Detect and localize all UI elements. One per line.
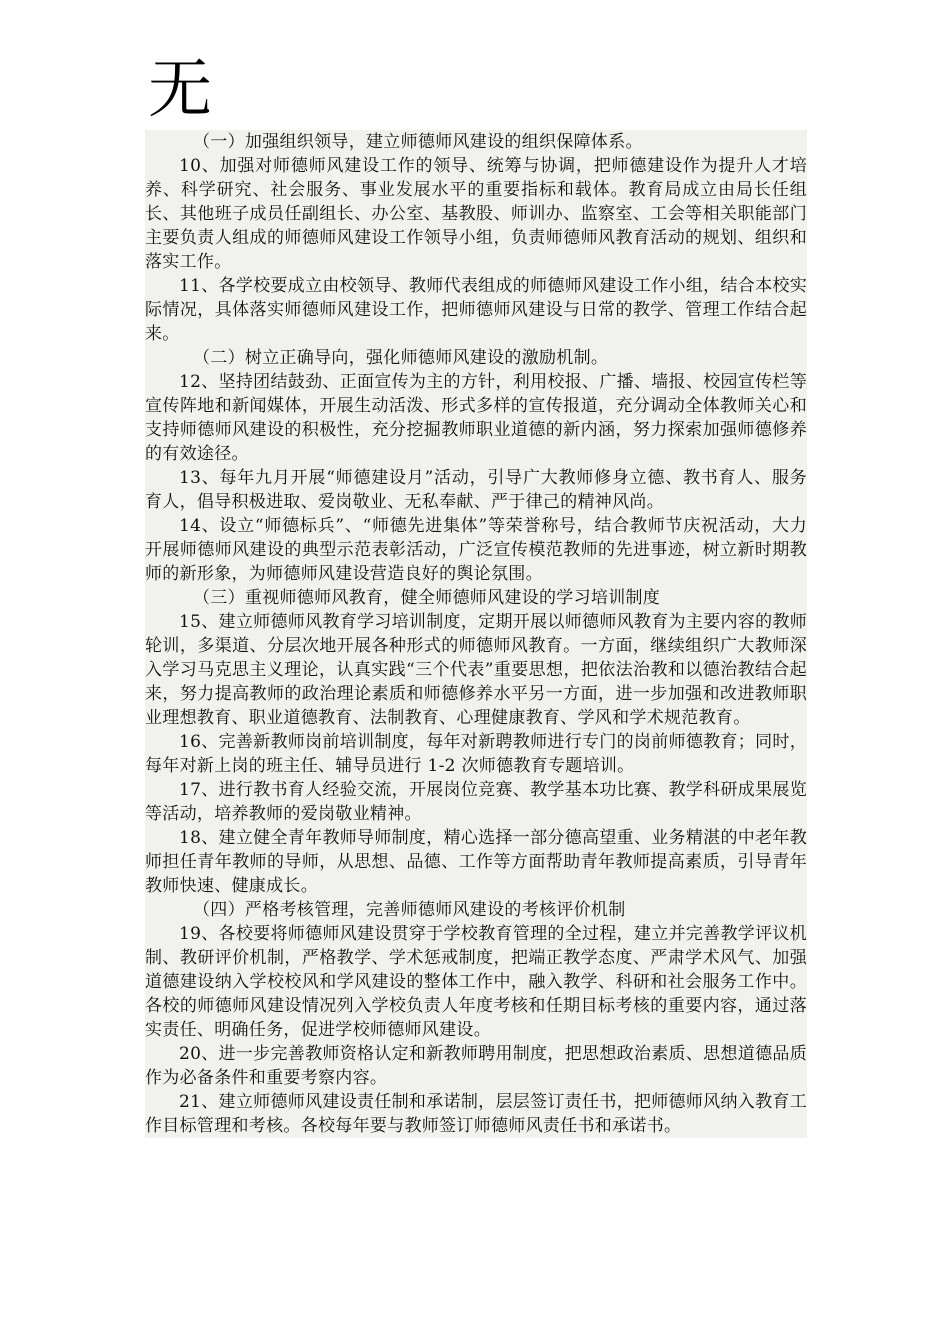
paragraph-14: 14、设立“师德标兵”、“师德先进集体”等荣誉称号，结合教师节庆祝活动，大力开展师德师风建设的典型示范表彰活动，广泛宣传模范教师的先进事迹，树立新时期教师的新形象，为师德师风建设营造良好的舆论氛围。 — [145, 516, 807, 584]
paragraph-21: 21、建立师德师风建设责任制和承诺制，层层签订责任书，把师德师风纳入教育工作目标管理和考核。各校每年要与教师签订师德师风责任书和承诺书。 — [145, 1092, 807, 1136]
paragraph-12: 12、坚持团结鼓劲、正面宣传为主的方针，利用校报、广播、墙报、校园宣传栏等宣传阵地和新闻媒体，开展生动活泼、形式多样的宣传报道，充分调动全体教师关心和支持师德师风建设的积极性，充分挖掘教师职业道德的新内涵，努力探索加强师德修养的有效途径。 — [145, 372, 807, 464]
paragraph-17: 17、进行教书育人经验交流，开展岗位竞赛、教学基本功比赛、教学科研成果展览等活动，培养教师的爱岗敬业精神。 — [145, 780, 807, 824]
section-heading-2: （二）树立正确导向，强化师德师风建设的激励机制。 — [193, 348, 609, 368]
paragraph-15: 15、建立师德师风教育学习培训制度，定期开展以师德师风教育为主要内容的教师轮训，多渠道、分层次地开展各种形式的师德师风教育。一方面，继续组织广大教师深入学习马克思主义理论，认真实践“三个代表”重要思想，把依法治教和以德治教结合起来，努力提高教师的政治理论素质和师德修养水平另一方面，进一步加强和改进教师职业理想教育、职业道德教育、法制教育、心理健康教育、学风和学术规范教育。 — [145, 612, 807, 728]
paragraph-11: 11、各学校要成立由校领导、教师代表组成的师德师风建设工作小组，结合本校实际情况，具体落实师德师风建设工作，把师德师风建设与日常的教学、管理工作结合起来。 — [145, 276, 807, 344]
paragraph-13: 13、每年九月开展“师德建设月”活动，引导广大教师修身立德、教书育人、服务育人，倡导积极进取、爱岗敬业、无私奉献、严于律己的精神风尚。 — [145, 468, 807, 512]
page-title: 无 — [148, 53, 212, 127]
paragraph-20: 20、进一步完善教师资格认定和新教师聘用制度，把思想政治素质、思想道德品质作为必备条件和重要考察内容。 — [145, 1044, 807, 1088]
paragraph-16: 16、完善新教师岗前培训制度，每年对新聘教师进行专门的岗前师德教育；同时，每年对新上岗的班主任、辅导员进行 1-2 次师德教育专题培训。 — [145, 732, 807, 776]
paragraph-18: 18、建立健全青年教师导师制度，精心选择一部分德高望重、业务精湛的中老年教师担任青年教师的导师，从思想、品德、工作等方面帮助青年教师提高素质，引导青年教师快速、健康成长。 — [145, 828, 807, 896]
document-body — [145, 130, 807, 1138]
section-heading-4: （四）严格考核管理，完善师德师风建设的考核评价机制 — [193, 900, 626, 920]
paragraph-10: 10、加强对师德师风建设工作的领导、统筹与协调，把师德建设作为提升人才培养、科学研究、社会服务、事业发展水平的重要指标和载体。教育局成立由局长任组长、其他班子成员任副组长、办公室、基教股、师训办、监察室、工会等相关职能部门主要负责人组成的师德师风建设工作领导小组，负责师德师风教育活动的规划、组织和落实工作。 — [145, 156, 807, 272]
section-heading-1: （一）加强组织领导，建立师德师风建设的组织保障体系。 — [193, 132, 643, 152]
paragraph-19: 19、各校要将师德师风建设贯穿于学校教育管理的全过程，建立并完善教学评议机制、教研评价机制，严格教学、学术惩戒制度，把端正教学态度、严肃学术风气、加强道德建设纳入学校校风和学风建设的整体工作中，融入教学、科研和社会服务工作中。各校的师德师风建设情况列入学校负责人年度考核和任期目标考核的重要内容，通过落实责任、明确任务，促进学校师德师风建设。 — [145, 924, 807, 1040]
section-heading-3: （三）重视师德师风教育，健全师德师风建设的学习培训制度 — [193, 588, 661, 608]
